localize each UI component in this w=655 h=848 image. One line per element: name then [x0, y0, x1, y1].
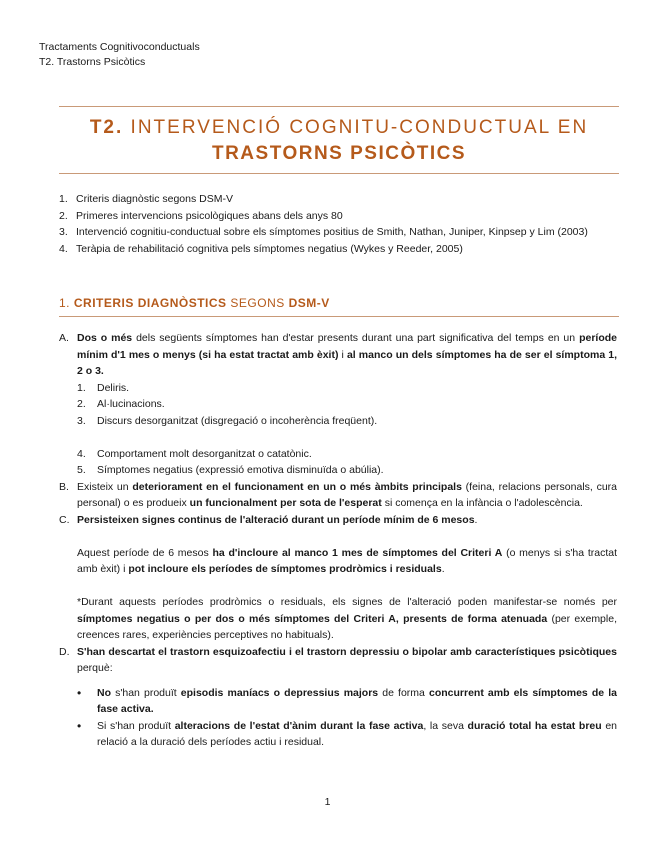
symptom-number: 1. [77, 381, 86, 394]
text-bold: No [97, 686, 111, 699]
section-heading-bold: CRITERIS DIAGNÒSTICS [73, 296, 227, 310]
criterion-label: B. [59, 480, 69, 493]
toc-item [59, 191, 619, 208]
title-bottom-rule [59, 173, 619, 174]
text: (feina, relacions personals, cura personal) o es produeix [77, 480, 617, 509]
symptom-item [77, 462, 617, 479]
text-bold: període mínim d'1 mes o menys (si ha estat tractat amb èxit) [77, 332, 617, 361]
text: Existeix un [77, 480, 133, 493]
bullet-text [97, 685, 617, 718]
section-rule [59, 316, 619, 317]
symptom-number: 5. [77, 464, 86, 476]
text-bold: Dos o més [77, 332, 133, 344]
criterion-a [59, 330, 617, 380]
text: , la seva [423, 719, 468, 732]
criterion-d [59, 644, 617, 677]
text: de forma [378, 686, 429, 699]
symptom-number: 2. [77, 398, 86, 410]
criterion-c [59, 512, 617, 644]
section-heading-plain: SEGONS [230, 296, 285, 310]
bullet-dot-icon: • [77, 685, 82, 700]
section-number: 1. [59, 296, 71, 310]
text: dels següents símptomes han d'estar presents durant una part significativa del temps en un [132, 332, 580, 344]
criteria-body [59, 330, 617, 751]
toc-text: Criteris diagnòstic segons DSM-V [76, 193, 233, 205]
paragraph [77, 512, 617, 529]
text-bold: episodis maníacs o depressius majors [180, 686, 379, 699]
toc-item [59, 241, 619, 258]
text: s'han produït [111, 686, 181, 699]
toc-text: Intervenció cognitiu-conductual sobre els símptomes positius de Smith, Nathan, Juniper, Kinpsep y Lim (2003) [76, 226, 588, 238]
text: (o menys si s'ha tractat amb èxit) i [77, 546, 617, 575]
text: i [338, 348, 347, 361]
title-line2: TRASTORNS PSICÒTICS [211, 143, 467, 164]
text-bold: concurrent amb els símptomes de la fase activa. [97, 686, 617, 715]
text: (per exemple, creences rares, experiències perceptives no habituals). [77, 612, 617, 641]
spacer [77, 578, 617, 595]
criterion-text [77, 644, 617, 677]
header-topic: T2. Trastorns Psicòtics [39, 56, 146, 68]
page-number: 1 [324, 796, 331, 808]
paragraph [77, 545, 617, 578]
toc-text: Primeres intervencions psicològiques abans dels anys 80 [76, 209, 343, 222]
title-line1: INTERVENCIÓ COGNITU-CONDUCTUAL EN [130, 117, 589, 138]
criterion-label: C. [59, 513, 70, 526]
symptom-item [77, 446, 617, 463]
symptom-number: 3. [77, 414, 86, 427]
toc-number: 1. [59, 193, 68, 205]
text: si comença en la infància o l'adolescència. [381, 497, 583, 509]
symptom-item [77, 380, 617, 397]
text-bold: S'han descartat el trastorn esquizoafectiu i el trastorn depressiu o bipolar amb característiques psicòtiques [77, 645, 617, 658]
text-bold: deteriorament en el funcionament en un o més àmbits principals [132, 480, 462, 493]
symptom-text: Discurs desorganitzat (disgregació o incoherència freqüent). [97, 414, 378, 427]
section-heading-dsm: DSM-V [288, 296, 330, 310]
text: Si s'han produït [97, 719, 175, 732]
criterion-b [59, 479, 617, 512]
page-title [59, 116, 619, 167]
spacer [59, 429, 617, 446]
text-bold: símptomes negatius o per dos o més símptomes del Criteri A, presents de forma atenuada [77, 612, 548, 625]
criterion-text [77, 512, 617, 644]
text: *Durant aquests períodes prodròmics o residuals, els signes de l'alteració poden manifestar-se només per [77, 596, 617, 608]
bullet-item [77, 685, 617, 718]
table-of-contents [59, 191, 619, 257]
paragraph [77, 594, 617, 644]
bullet-dot-icon: • [77, 718, 82, 733]
toc-text: Teràpia de rehabilitació cognitiva pels símptomes negatius (Wykes y Reeder, 2005) [76, 242, 463, 255]
title-top-rule [59, 106, 619, 107]
bullet-text [97, 718, 617, 751]
toc-number: 3. [59, 226, 68, 238]
bullet-item [77, 718, 617, 751]
spacer [77, 528, 617, 545]
text-bold: al manco un dels símptomes ha de ser el símptoma 1, 2 o 3. [77, 348, 618, 377]
text-bold: Persisteixen signes continus de l'alteració durant un període mínim de 6 mesos [77, 513, 475, 526]
symptom-number: 4. [77, 447, 86, 460]
symptom-text: Símptomes negatius (expressió emotiva disminuïda o abúlia). [97, 464, 384, 476]
text: en relació a la duració dels períodes actiu i residual. [97, 719, 617, 748]
symptom-item [77, 396, 617, 413]
criterion-label: D. [59, 645, 70, 658]
criterion-text [77, 479, 617, 512]
header-course: Tractaments Cognitivoconductuals [39, 41, 200, 53]
text-bold: duració total ha estat breu [467, 719, 602, 732]
spacer [59, 677, 617, 685]
toc-item [59, 224, 619, 241]
toc-number: 4. [59, 242, 68, 255]
text: perquè: [77, 662, 113, 674]
title-code: T2. [89, 117, 124, 138]
symptom-item [77, 413, 617, 430]
text-bold: alteracions de l'estat d'ànim durant la fase activa [174, 719, 424, 732]
section-heading [59, 296, 330, 310]
symptom-text: Al·lucinacions. [97, 398, 165, 410]
symptom-text: Comportament molt desorganitzat o catatònic. [97, 447, 312, 460]
text: Aquest període de 6 mesos [77, 546, 213, 559]
toc-number: 2. [59, 209, 68, 222]
text-bold: pot incloure els períodes de símptomes prodròmics i residuals [128, 563, 442, 575]
symptom-text: Deliris. [97, 381, 130, 394]
text-bold: ha d'incloure al manco 1 mes de símptomes del Criteri A [212, 546, 503, 559]
text: . [474, 513, 478, 526]
running-header [39, 40, 200, 70]
criterion-text [77, 330, 617, 380]
criterion-label: A. [59, 332, 69, 344]
toc-item [59, 208, 619, 225]
text-bold: un funcionalment per sota de l'esperat [189, 497, 382, 509]
text: . [441, 563, 445, 575]
